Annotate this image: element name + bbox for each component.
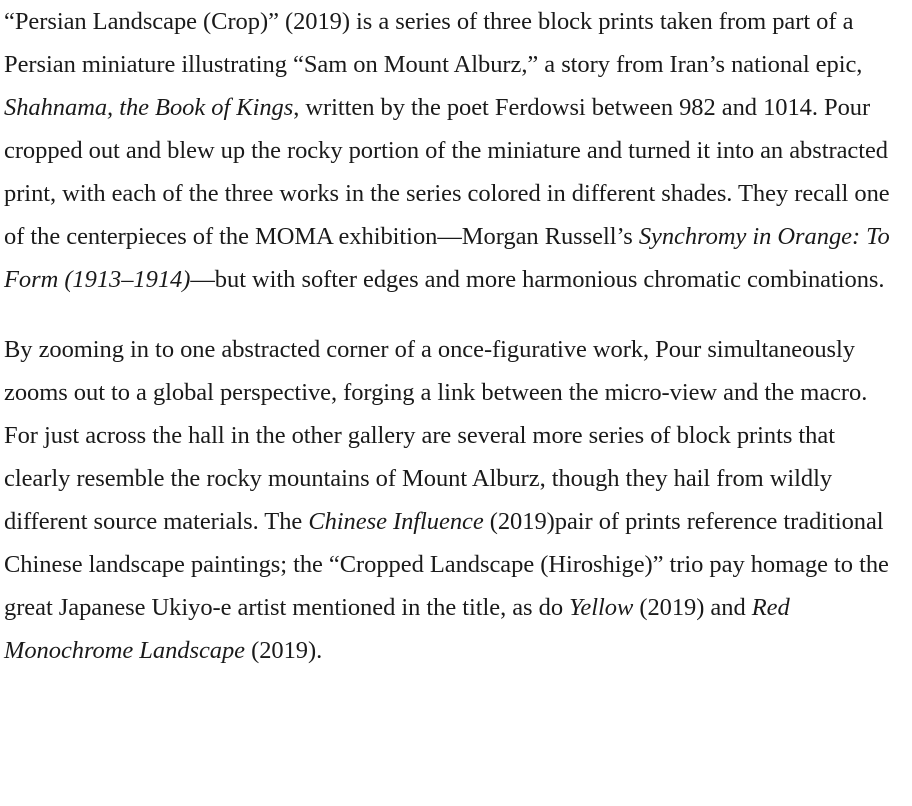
text-run: , written by the poet Ferdowsi between 982 and 1014. Pour cropped out and blew up the rocky portion of the miniature and turned it into an abstracted print, with each of the three works in the series colored in different shades. They recall one of the centerpieces of the MOMA exhibition—Morgan Russell’s [4, 94, 890, 250]
article-body [4, 0, 904, 672]
work-title-synchromy: Synchromy in Orange: To Form (1913–1914) [4, 223, 890, 293]
text-run: —but with softer edges and more harmonious chromatic combinations. [190, 266, 885, 293]
work-title-chinese-influence: Chinese Influence [308, 508, 484, 535]
work-title-red-monochrome: Red Monochrome Landscape [4, 594, 790, 664]
text-run: (2019). [245, 637, 323, 664]
work-title-yellow: Yellow [569, 594, 634, 621]
work-title-shahnama: Shahnama, the Book of Kings [4, 94, 294, 121]
text-run: By zooming in to one abstracted corner of a once-figurative work, Pour simultaneously zooms out to a global perspective, forging a link between the micro-view and the macro. For just across the hall in the other gallery are several more series of block prints that clearly resemble the rocky mountains of Mount Alburz, though they hail from wildly different source materials. The [4, 336, 868, 535]
paragraph-persian-landscape [4, 0, 904, 301]
text-run: (2019) and [633, 594, 752, 621]
paragraph-zooming-in [4, 328, 904, 672]
text-run: (2019)pair of prints reference traditional Chinese landscape paintings; the “Cropped Landscape (Hiroshige)” trio pay homage to the great Japanese Ukiyo-e artist mentioned in the title, as do [4, 508, 889, 621]
text-run: “Persian Landscape (Crop)” (2019) is a series of three block prints taken from part of a Persian miniature illustrating “Sam on Mount Alburz,” a story from Iran’s national epic, [4, 8, 863, 78]
